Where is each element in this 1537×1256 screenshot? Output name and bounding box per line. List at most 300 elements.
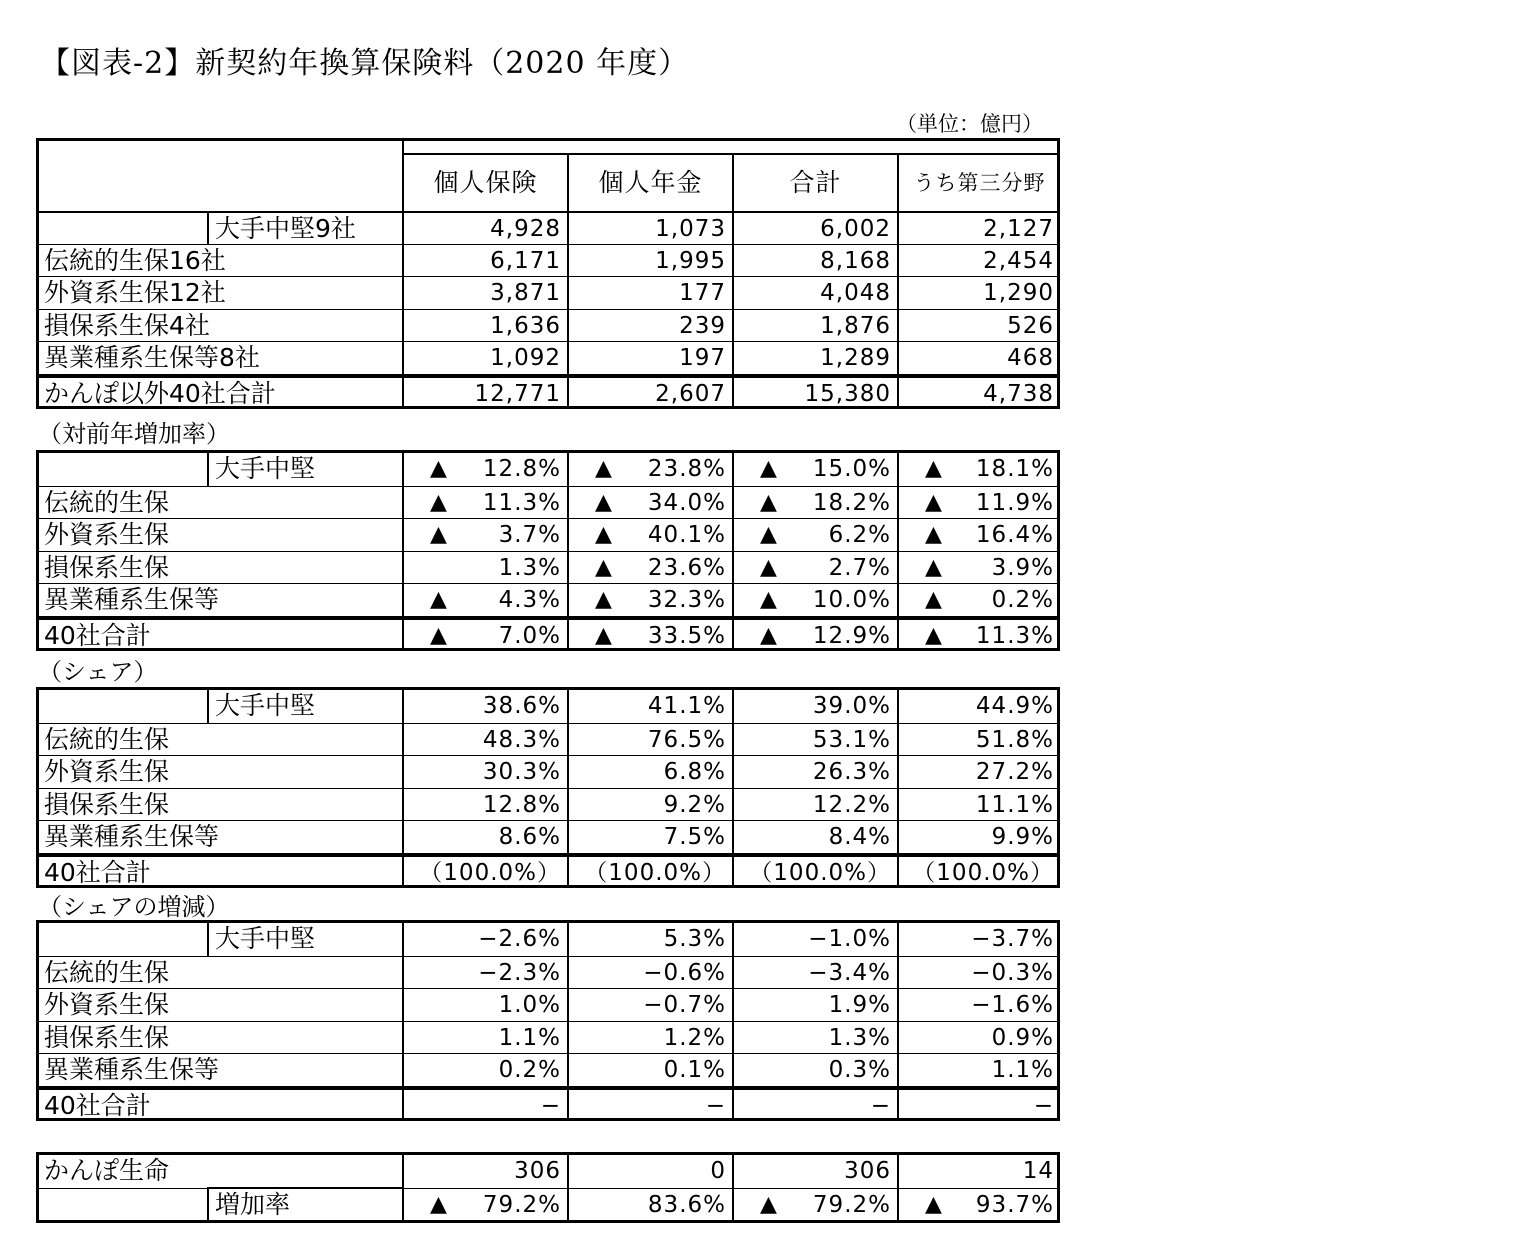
value-cell — [897, 989, 1060, 1021]
value-cell — [732, 857, 897, 886]
value-cell — [567, 1090, 732, 1119]
triangle-icon: ▲ — [925, 622, 942, 648]
table-row — [39, 486, 1057, 519]
section-label-share-change: （シェアの増減） — [38, 893, 230, 921]
cell-value: −3.7% — [971, 926, 1054, 952]
row-label: 異業種系生保等 — [44, 822, 220, 851]
row-label: 40社合計 — [44, 620, 151, 650]
triangle-icon: ▲ — [595, 456, 612, 481]
cell-value: 40.1% — [647, 522, 726, 548]
table-row — [39, 820, 1057, 853]
value-cell — [732, 584, 897, 616]
table-row — [39, 1086, 1057, 1119]
cell-value: 51.8% — [975, 726, 1054, 753]
row-label: 損保系生保 — [44, 552, 170, 582]
value-cell — [732, 690, 897, 723]
value-cell — [897, 310, 1060, 342]
row-label: 大手中堅 — [215, 691, 316, 720]
value-cell — [567, 989, 732, 1021]
cell-value: 9.9% — [991, 824, 1054, 850]
kampo-rows — [39, 1155, 1057, 1220]
value-cell — [402, 923, 567, 956]
cell-value: 41.1% — [647, 693, 726, 719]
value-cell — [897, 857, 1060, 886]
header-row — [39, 141, 1057, 211]
value-cell — [402, 552, 567, 584]
cell-value: 53.1% — [812, 726, 891, 753]
cell-value: 30.3% — [482, 759, 561, 785]
table-row — [39, 1021, 1057, 1054]
cell-value: 0.9% — [991, 1024, 1054, 1051]
row-label-cell — [39, 857, 402, 886]
value-cell — [897, 342, 1060, 374]
table-row — [39, 755, 1057, 788]
value-cell — [567, 690, 732, 723]
cell-value: 1.3% — [828, 1024, 891, 1051]
header-topline — [402, 141, 1057, 155]
row-label-cell — [39, 552, 402, 584]
value-cell — [897, 821, 1060, 853]
row-label: 大手中堅9社 — [215, 214, 356, 243]
section-label-share: （シェア） — [38, 658, 158, 686]
value-cell — [402, 857, 567, 886]
triangle-icon: ▲ — [430, 456, 447, 481]
value-cell — [732, 989, 897, 1021]
row-label-cell — [39, 1054, 402, 1086]
value-cell — [897, 724, 1060, 756]
row-label: 40社合計 — [44, 1090, 151, 1120]
value-cell — [567, 519, 732, 551]
value-cell — [402, 310, 567, 342]
value-cell — [897, 620, 1060, 649]
cell-value: （100.0%） — [584, 859, 726, 886]
value-cell — [732, 1054, 897, 1086]
share-table — [36, 687, 1060, 888]
value-cell — [402, 1189, 567, 1221]
cell-value: − — [540, 1092, 561, 1119]
row-label: 外資系生保 — [44, 757, 170, 786]
table-row — [39, 518, 1057, 551]
value-cell — [732, 789, 897, 821]
value-cell — [567, 756, 732, 788]
value-cell — [732, 620, 897, 649]
cell-value: 11.3% — [975, 622, 1054, 649]
value-cell — [897, 1189, 1060, 1221]
triangle-icon: ▲ — [595, 622, 612, 648]
value-cell — [567, 552, 732, 584]
share-rows — [39, 690, 1057, 885]
value-cell — [732, 923, 897, 956]
table-row — [39, 211, 1057, 244]
value-cell — [567, 1022, 732, 1054]
value-cell — [567, 245, 732, 277]
row-label-cell — [39, 620, 402, 649]
cell-value: 11.9% — [975, 489, 1054, 516]
value-cell — [732, 1155, 897, 1188]
cell-value: 2,607 — [655, 380, 726, 407]
row-label-cell — [39, 756, 402, 788]
row-label-cell — [39, 789, 402, 821]
cell-value: 6,171 — [490, 247, 561, 274]
value-cell — [402, 1054, 567, 1086]
value-cell — [567, 1054, 732, 1086]
cell-value: 1.2% — [663, 1024, 726, 1051]
cell-value: 23.8% — [647, 456, 726, 482]
table-row — [39, 788, 1057, 821]
cell-value: 4.3% — [498, 587, 561, 613]
value-cell — [732, 245, 897, 277]
cell-value: 3.7% — [498, 522, 561, 548]
table-row — [39, 1053, 1057, 1086]
cell-value: 27.2% — [975, 759, 1054, 785]
value-cell — [567, 1189, 732, 1221]
cell-value: 2.7% — [828, 554, 891, 581]
value-cell — [732, 756, 897, 788]
row-label: 伝統的生保16社 — [44, 245, 226, 275]
triangle-icon: ▲ — [430, 587, 447, 612]
row-label-cell — [39, 519, 402, 551]
cell-value: 1,290 — [983, 280, 1054, 306]
cell-value: 83.6% — [647, 1191, 726, 1218]
table-row — [39, 923, 1057, 956]
cell-value: −1.0% — [808, 926, 891, 952]
value-cell — [402, 1022, 567, 1054]
row-label-cell — [39, 453, 402, 486]
row-label: 損保系生保 — [44, 789, 170, 819]
cell-value: 3.9% — [991, 554, 1054, 581]
row-label-cell — [39, 923, 402, 956]
row-label-cell — [39, 1189, 402, 1221]
value-cell — [732, 277, 897, 309]
value-cell — [732, 453, 897, 486]
value-cell — [567, 1155, 732, 1188]
triangle-icon: ▲ — [925, 554, 942, 580]
cell-value: 4,928 — [490, 216, 561, 242]
value-cell — [897, 756, 1060, 788]
triangle-icon: ▲ — [760, 522, 777, 547]
value-cell — [567, 213, 732, 244]
table-row — [39, 341, 1057, 374]
table-row — [39, 244, 1057, 277]
value-cell — [567, 378, 732, 407]
triangle-icon: ▲ — [925, 456, 942, 481]
row-label: 異業種系生保等8社 — [44, 343, 260, 372]
value-cell — [732, 519, 897, 551]
cell-value: 0.2% — [498, 1057, 561, 1083]
cell-value: 306 — [844, 1158, 891, 1184]
triangle-icon: ▲ — [925, 587, 942, 612]
cell-value: 7.0% — [498, 622, 561, 649]
triangle-icon: ▲ — [925, 489, 942, 515]
cell-value: 18.1% — [975, 456, 1054, 482]
cell-value: − — [870, 1092, 891, 1119]
row-label: 増加率 — [215, 1189, 291, 1219]
triangle-icon: ▲ — [595, 489, 612, 515]
value-cell — [567, 487, 732, 519]
row-label-cell — [39, 245, 402, 277]
triangle-icon: ▲ — [760, 456, 777, 481]
cell-value: −0.3% — [971, 959, 1054, 986]
table-row — [39, 1155, 1057, 1188]
row-label: 外資系生保 — [44, 990, 170, 1019]
table-row — [39, 583, 1057, 616]
value-cell — [732, 1022, 897, 1054]
table-row — [39, 551, 1057, 584]
kampo-table — [36, 1152, 1060, 1223]
cell-value: （100.0%） — [912, 859, 1054, 886]
value-cell — [897, 789, 1060, 821]
triangle-icon: ▲ — [925, 1191, 942, 1217]
cell-value: 7.5% — [663, 824, 726, 850]
value-cell — [732, 342, 897, 374]
cell-value: 15.0% — [812, 456, 891, 482]
cell-value: 16.4% — [975, 522, 1054, 548]
value-cell — [897, 245, 1060, 277]
row-label-cell — [39, 213, 402, 244]
cell-value: 4,048 — [820, 280, 891, 306]
row-label: 伝統的生保 — [44, 487, 170, 517]
cell-value: 11.3% — [482, 489, 561, 516]
section-label-growth: （対前年増加率） — [38, 420, 230, 448]
value-cell — [402, 789, 567, 821]
cell-value: 6.2% — [828, 522, 891, 548]
cell-value: 239 — [679, 312, 726, 339]
cell-value: 33.5% — [647, 622, 726, 649]
cell-value: 12.9% — [812, 622, 891, 649]
col-header-third-sector: うち第三分野 — [897, 155, 1060, 211]
cell-value: −2.3% — [478, 959, 561, 986]
cell-value: 15,380 — [804, 380, 891, 407]
cell-value: 0.1% — [663, 1057, 726, 1083]
table-row — [39, 723, 1057, 756]
triangle-icon: ▲ — [760, 587, 777, 612]
table-row — [39, 616, 1057, 649]
cell-value: 1,876 — [820, 312, 891, 339]
row-label: 損保系生保 — [44, 1022, 170, 1052]
value-cell — [402, 957, 567, 989]
cell-value: 4,738 — [983, 380, 1054, 407]
cell-value: 12.8% — [482, 791, 561, 818]
value-cell — [732, 724, 897, 756]
value-cell — [897, 957, 1060, 989]
row-label: 大手中堅 — [215, 924, 316, 953]
cell-value: −3.4% — [808, 959, 891, 986]
value-cell — [897, 519, 1060, 551]
value-cell — [402, 342, 567, 374]
page-title: 【図表-2】新契約年換算保険料（2020 年度） — [40, 46, 690, 81]
cell-value: 48.3% — [482, 726, 561, 753]
value-cell — [732, 310, 897, 342]
cell-value: 12,771 — [474, 380, 561, 407]
value-cell — [402, 724, 567, 756]
cell-value: 12.2% — [812, 791, 891, 818]
row-label-cell — [39, 821, 402, 853]
value-cell — [567, 342, 732, 374]
value-cell — [567, 584, 732, 616]
value-cell — [402, 989, 567, 1021]
value-cell — [732, 1090, 897, 1119]
value-cell — [402, 213, 567, 244]
triangle-icon: ▲ — [430, 522, 447, 547]
table-row — [39, 988, 1057, 1021]
value-cell — [402, 756, 567, 788]
row-label: 伝統的生保 — [44, 724, 170, 754]
cell-value: −0.7% — [643, 992, 726, 1018]
row-label: かんぽ生命 — [44, 1156, 170, 1185]
value-cell — [897, 584, 1060, 616]
value-cell — [732, 552, 897, 584]
col-header-individual-annuity: 個人年金 — [567, 155, 732, 211]
value-cell — [732, 821, 897, 853]
value-cell — [402, 1090, 567, 1119]
row-label: 外資系生保12社 — [44, 278, 226, 307]
value-cell — [567, 789, 732, 821]
row-label-cell — [39, 1155, 402, 1188]
value-cell — [897, 1155, 1060, 1188]
cell-value: 23.6% — [647, 554, 726, 581]
row-label-cell — [39, 584, 402, 616]
value-cell — [897, 1054, 1060, 1086]
triangle-icon: ▲ — [595, 554, 612, 580]
cell-value: 93.7% — [975, 1191, 1054, 1218]
share-change-rows — [39, 923, 1057, 1118]
row-label-cell — [39, 342, 402, 374]
value-cell — [897, 378, 1060, 407]
row-label-cell — [39, 378, 402, 407]
value-cell — [402, 453, 567, 486]
cell-value: 1,092 — [490, 345, 561, 371]
triangle-icon: ▲ — [760, 1191, 777, 1217]
triangle-icon: ▲ — [760, 554, 777, 580]
row-label-cell — [39, 957, 402, 989]
cell-value: 3,871 — [490, 280, 561, 306]
cell-value: 1.9% — [828, 992, 891, 1018]
cell-value: 76.5% — [647, 726, 726, 753]
row-label-cell — [39, 1022, 402, 1054]
value-cell — [732, 378, 897, 407]
value-cell — [567, 453, 732, 486]
value-cell — [402, 487, 567, 519]
value-cell — [897, 1090, 1060, 1119]
cell-value: 26.3% — [812, 759, 891, 785]
value-cell — [897, 690, 1060, 723]
value-cell — [567, 821, 732, 853]
value-cell — [567, 724, 732, 756]
value-cell — [897, 453, 1060, 486]
triangle-icon: ▲ — [595, 522, 612, 547]
row-label: 異業種系生保等 — [44, 585, 220, 614]
growth-rows — [39, 453, 1057, 648]
cell-value: 197 — [679, 345, 726, 371]
cell-value: 306 — [514, 1158, 561, 1184]
cell-value: 1.3% — [498, 554, 561, 581]
table-row — [39, 1188, 1057, 1221]
row-label-cell — [39, 989, 402, 1021]
cell-value: − — [705, 1092, 726, 1119]
table-row — [39, 309, 1057, 342]
cell-value: 11.1% — [975, 791, 1054, 818]
row-label-cell — [39, 1090, 402, 1119]
cell-value: 1,073 — [655, 216, 726, 242]
value-cell — [402, 584, 567, 616]
growth-table — [36, 450, 1060, 651]
triangle-icon: ▲ — [760, 622, 777, 648]
value-cell — [567, 277, 732, 309]
value-cell — [567, 957, 732, 989]
row-label: 伝統的生保 — [44, 957, 170, 987]
cell-value: 1,995 — [655, 247, 726, 274]
table-row — [39, 853, 1057, 886]
cell-value: 8,168 — [820, 247, 891, 274]
cell-value: 18.2% — [812, 489, 891, 516]
col-header-individual-insurance: 個人保険 — [402, 155, 567, 211]
cell-value: 79.2% — [812, 1191, 891, 1218]
row-label-cell — [39, 724, 402, 756]
cell-value: −1.6% — [971, 992, 1054, 1018]
row-label: 外資系生保 — [44, 520, 170, 549]
premium-rows — [39, 211, 1057, 406]
cell-value: 39.0% — [812, 693, 891, 719]
row-label-cell — [39, 277, 402, 309]
table-row — [39, 690, 1057, 723]
cell-value: 468 — [1007, 345, 1054, 371]
cell-value: 6,002 — [820, 216, 891, 242]
cell-value: 38.6% — [482, 693, 561, 719]
table-row — [39, 374, 1057, 407]
cell-value: 10.0% — [812, 587, 891, 613]
cell-value: −0.6% — [643, 959, 726, 986]
unit-label: （単位：億円） — [896, 112, 1043, 136]
value-cell — [402, 378, 567, 407]
row-label: 損保系生保4社 — [44, 310, 210, 340]
cell-value: 1,636 — [490, 312, 561, 339]
triangle-icon: ▲ — [925, 522, 942, 547]
cell-value: 12.8% — [482, 456, 561, 482]
cell-value: 0 — [710, 1158, 726, 1184]
triangle-icon: ▲ — [430, 622, 447, 648]
triangle-icon: ▲ — [595, 587, 612, 612]
cell-value: 14 — [1022, 1158, 1054, 1184]
value-cell — [897, 923, 1060, 956]
cell-value: （100.0%） — [419, 859, 561, 886]
value-cell — [732, 487, 897, 519]
triangle-icon: ▲ — [430, 1191, 447, 1217]
value-cell — [897, 1022, 1060, 1054]
cell-value: 0.3% — [828, 1057, 891, 1083]
cell-value: 1.1% — [498, 1024, 561, 1051]
cell-value: 44.9% — [975, 693, 1054, 719]
cell-value: 6.8% — [663, 759, 726, 785]
row-label-cell — [39, 690, 402, 723]
value-cell — [402, 519, 567, 551]
row-label: 異業種系生保等 — [44, 1055, 220, 1084]
cell-value: （100.0%） — [749, 859, 891, 886]
row-label: 大手中堅 — [215, 454, 316, 483]
row-label-cell — [39, 310, 402, 342]
value-cell — [402, 245, 567, 277]
value-cell — [732, 213, 897, 244]
cell-value: 1.0% — [498, 992, 561, 1018]
value-cell — [567, 857, 732, 886]
value-cell — [567, 923, 732, 956]
table-row — [39, 453, 1057, 486]
row-label: かんぽ以外40社合計 — [44, 378, 276, 408]
cell-value: 1.1% — [991, 1057, 1054, 1083]
value-cell — [732, 1189, 897, 1221]
value-cell — [732, 957, 897, 989]
cell-value: 79.2% — [482, 1191, 561, 1218]
cell-value: 8.4% — [828, 824, 891, 850]
